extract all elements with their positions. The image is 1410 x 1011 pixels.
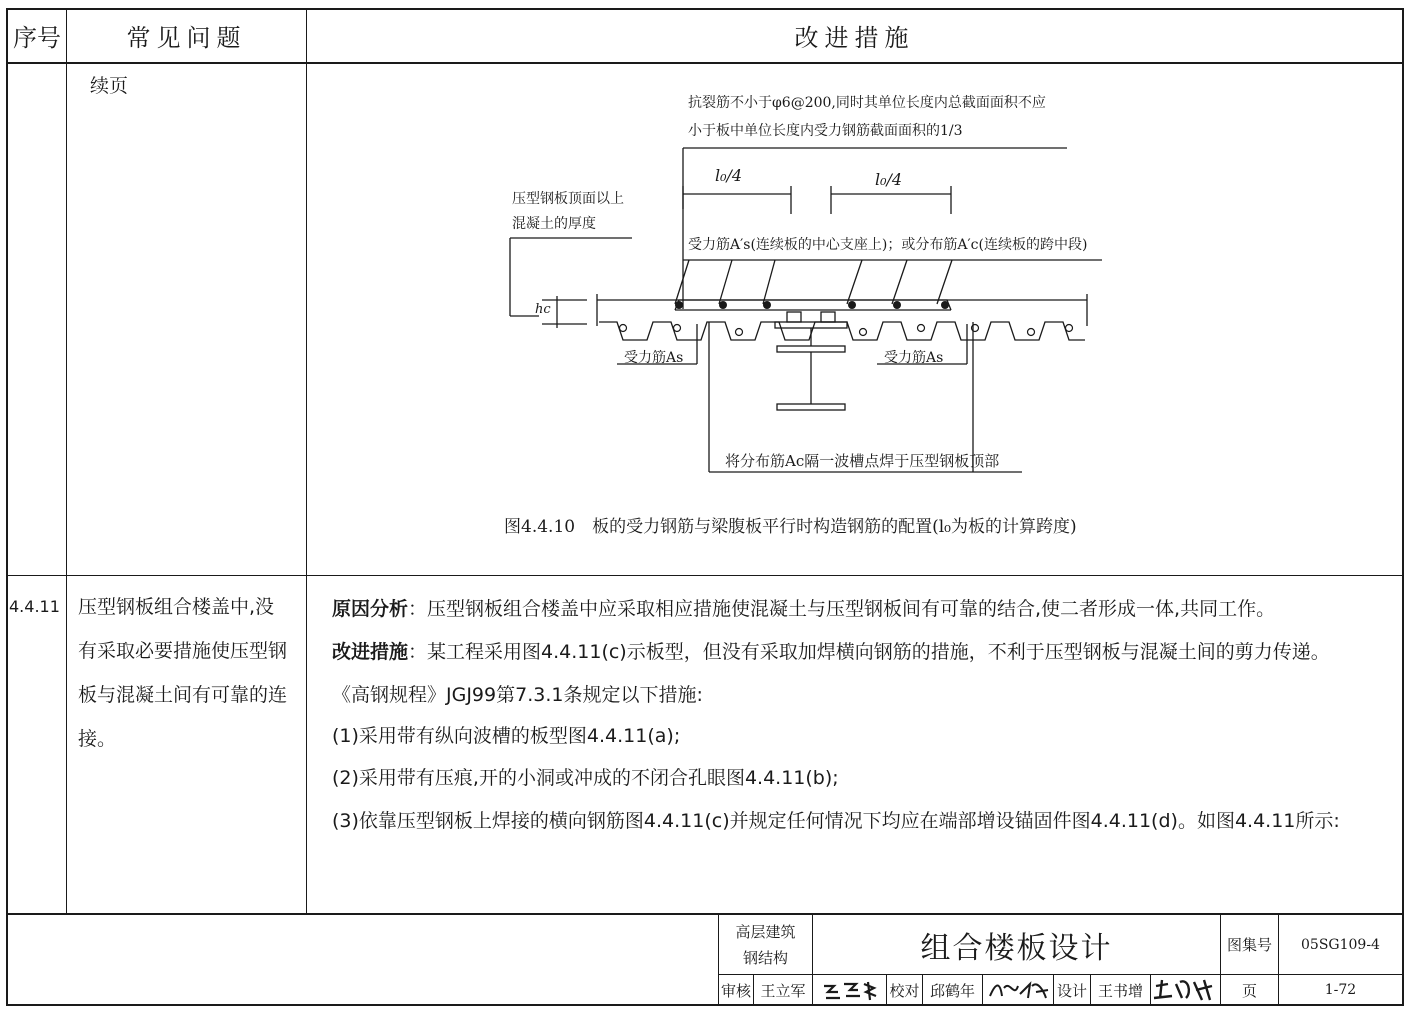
analysis-text: ：压型钢板组合楼盖中应采取相应措施使混凝土与压型钢板间有可靠的结合,使二者形成一体,共同工作。 — [408, 598, 1276, 620]
atlas-number: 05SG109-4 — [1301, 936, 1380, 953]
item-number: 4.4.11 — [9, 597, 60, 616]
label-rebar-top: 受力筋A′s(连续板的中心支座上)；或分布筋A′c(连续板的跨中段) — [688, 237, 1088, 253]
label-weld: 将分布筋Ac隔一波槽点焊于压型钢板顶部 — [725, 452, 1000, 470]
category-line-2: 钢结构 — [742, 948, 788, 967]
designer-name: 王书增 — [1097, 981, 1143, 1000]
header-number: 序号 — [13, 23, 61, 52]
checker-name: 邱鹤年 — [929, 981, 975, 1000]
page-label: 页 — [1241, 981, 1257, 1000]
reviewer-name: 王立军 — [760, 981, 806, 1000]
continued-label: 续页 — [90, 75, 129, 97]
problem-line-1: 压型钢板组合楼盖中,没 — [78, 596, 275, 618]
reviewer-signature — [818, 978, 882, 1004]
measure-text: ：某工程采用图4.4.11(c)示板型，但没有采取加焊横向钢筋的措施，不利于压型钢板与混凝土间的剪力传递。 — [408, 641, 1330, 663]
label-top-thickness-2: 混凝土的厚度 — [512, 216, 596, 232]
measure-label: 改进措施 — [332, 641, 409, 663]
label-l0-right: l₀/4 — [875, 170, 903, 189]
analysis-paragraph — [332, 589, 1275, 629]
measure-paragraph — [332, 632, 1330, 672]
problem-line-4: 接。 — [78, 728, 117, 750]
check-label: 校对 — [889, 981, 920, 1000]
label-top-thickness: 压型钢板顶面以上 — [512, 191, 624, 207]
label-hc: hc — [535, 302, 551, 317]
label-crack-bar-2: 小于板中单位长度内受力钢筋截面面积的1/3 — [688, 123, 963, 139]
label-as-right: 受力筋As — [884, 350, 944, 366]
measure-line-2: (1)采用带有纵向波槽的板型图4.4.11(a); — [332, 725, 681, 747]
page-number: 1-72 — [1324, 982, 1357, 998]
label-crack-bar: 抗裂筋不小于φ6@200,同时其单位长度内总截面面积不应 — [688, 95, 1046, 111]
problem-line-2: 有采取必要措施使压型钢 — [78, 640, 288, 662]
design-label: 设计 — [1056, 981, 1087, 1000]
drawing-title: 组合楼板设计 — [920, 930, 1113, 966]
atlas-label: 图集号 — [1226, 936, 1272, 954]
label-as-left: 受力筋As — [624, 350, 684, 366]
analysis-label: 原因分析 — [332, 598, 409, 620]
label-l0-left: l₀/4 — [715, 166, 743, 185]
header-problem: 常见问题 — [126, 23, 247, 52]
review-label: 审核 — [720, 981, 751, 1000]
measure-line-3: (2)采用带有压痕,开的小洞或冲成的不闭合孔眼图4.4.11(b); — [332, 767, 839, 789]
header-measure: 改进措施 — [794, 23, 915, 52]
category-line-1: 高层建筑 — [735, 922, 796, 941]
figure-4-4-10 — [307, 64, 1402, 574]
problem-line-3: 板与混凝土间有可靠的连 — [78, 684, 288, 706]
checker-signature — [986, 978, 1050, 1004]
measure-line-4: (3)依靠压型钢板上焊接的横向钢筋图4.4.11(c)并规定任何情况下均应在端部增设锚固件图4.4.11(d)。如图4.4.11所示: — [332, 810, 1340, 832]
designer-signature — [1152, 976, 1218, 1004]
figure-caption: 图4.4.10 板的受力钢筋与梁腹板平行时构造钢筋的配置(l₀为板的计算跨度) — [504, 517, 1077, 537]
measure-line-1: 《高钢规程》JGJ99第7.3.1条规定以下措施: — [332, 684, 703, 706]
